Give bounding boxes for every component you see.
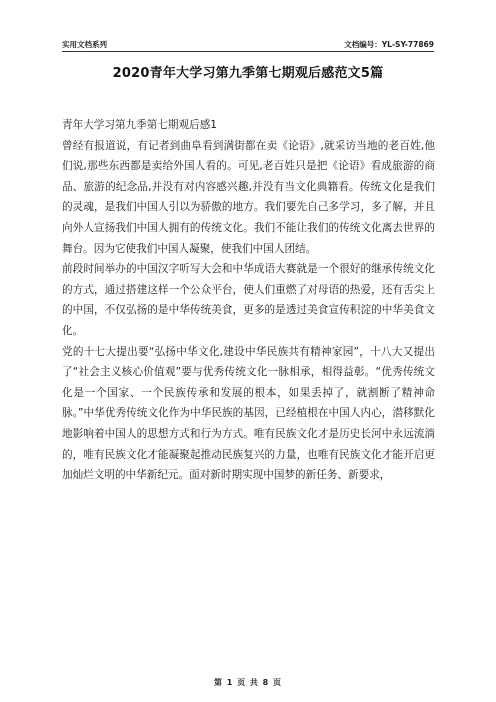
section-subtitle: 青年大学习第九季第七期观后感1 xyxy=(62,119,218,131)
header-document-number: 文档编号：YL-SY-77869 xyxy=(344,40,434,49)
page-footer: 第 1 页 共 8 页 xyxy=(213,678,283,687)
body-paragraph-2: 前段时间举办的中国汉字听写大会和中华成语大赛就是一个很好的继承传统文化的方式，通过搭建这样一个公众平台，使人们重燃了对母语的热爱，还有舌尖上的中国，不仅弘扬的是中华传统美食，更多的是透过美食宣传积淀的中华美食文化。 xyxy=(62,263,435,337)
page-header xyxy=(62,36,434,50)
header-series-label: 实用文档系列 xyxy=(62,40,107,49)
document-body xyxy=(62,115,435,486)
document-title: 2020青年大学习第九季第七期观后感范文5篇 xyxy=(112,66,384,81)
body-paragraph-1: 曾经有报道说，有记者到曲阜看到满街都在卖《论语》,就采访当地的老百姓,他们说,那些东西都是卖给外国人看的。可见,老百姓只是把《论语》看成旅游的商品、旅游的纪念品,并没有对内容感兴趣,并没有当文化典籍看。传统文化是我们的灵魂，是我们中国人引以为骄傲的地方。我们要先自己多学习，多了解，并且向外人宣扬我们中国人拥有的传统文化。我们不能让我们的传统文化离去世界的舞台。因为它使我们中国人凝聚，使我们中国人团结。 xyxy=(62,139,435,255)
header-divider xyxy=(62,51,434,52)
body-paragraph-3: 党的十七大提出要“弘扬中华文化,建设中华民族共有精神家园”，十八大又提出了“社会主义核心价值观”要与优秀传统文化一脉相承，相得益彰。“优秀传统文化是一个国家、一个民族传承和发展的根本，如果丢掉了，就割断了精神命脉。”中华优秀传统文化作为中华民族的基因，已经植根在中国人内心，潜移默化地影响着中国人的思想方式和行为方式。唯有民族文化才是历史长河中永远流淌的，唯有民族文化才能凝聚起推动民族复兴的力量，也唯有民族文化才能开启更加灿烂文明的中华新纪元。面对新时期实现中国梦的新任务、新要求， xyxy=(62,345,435,482)
